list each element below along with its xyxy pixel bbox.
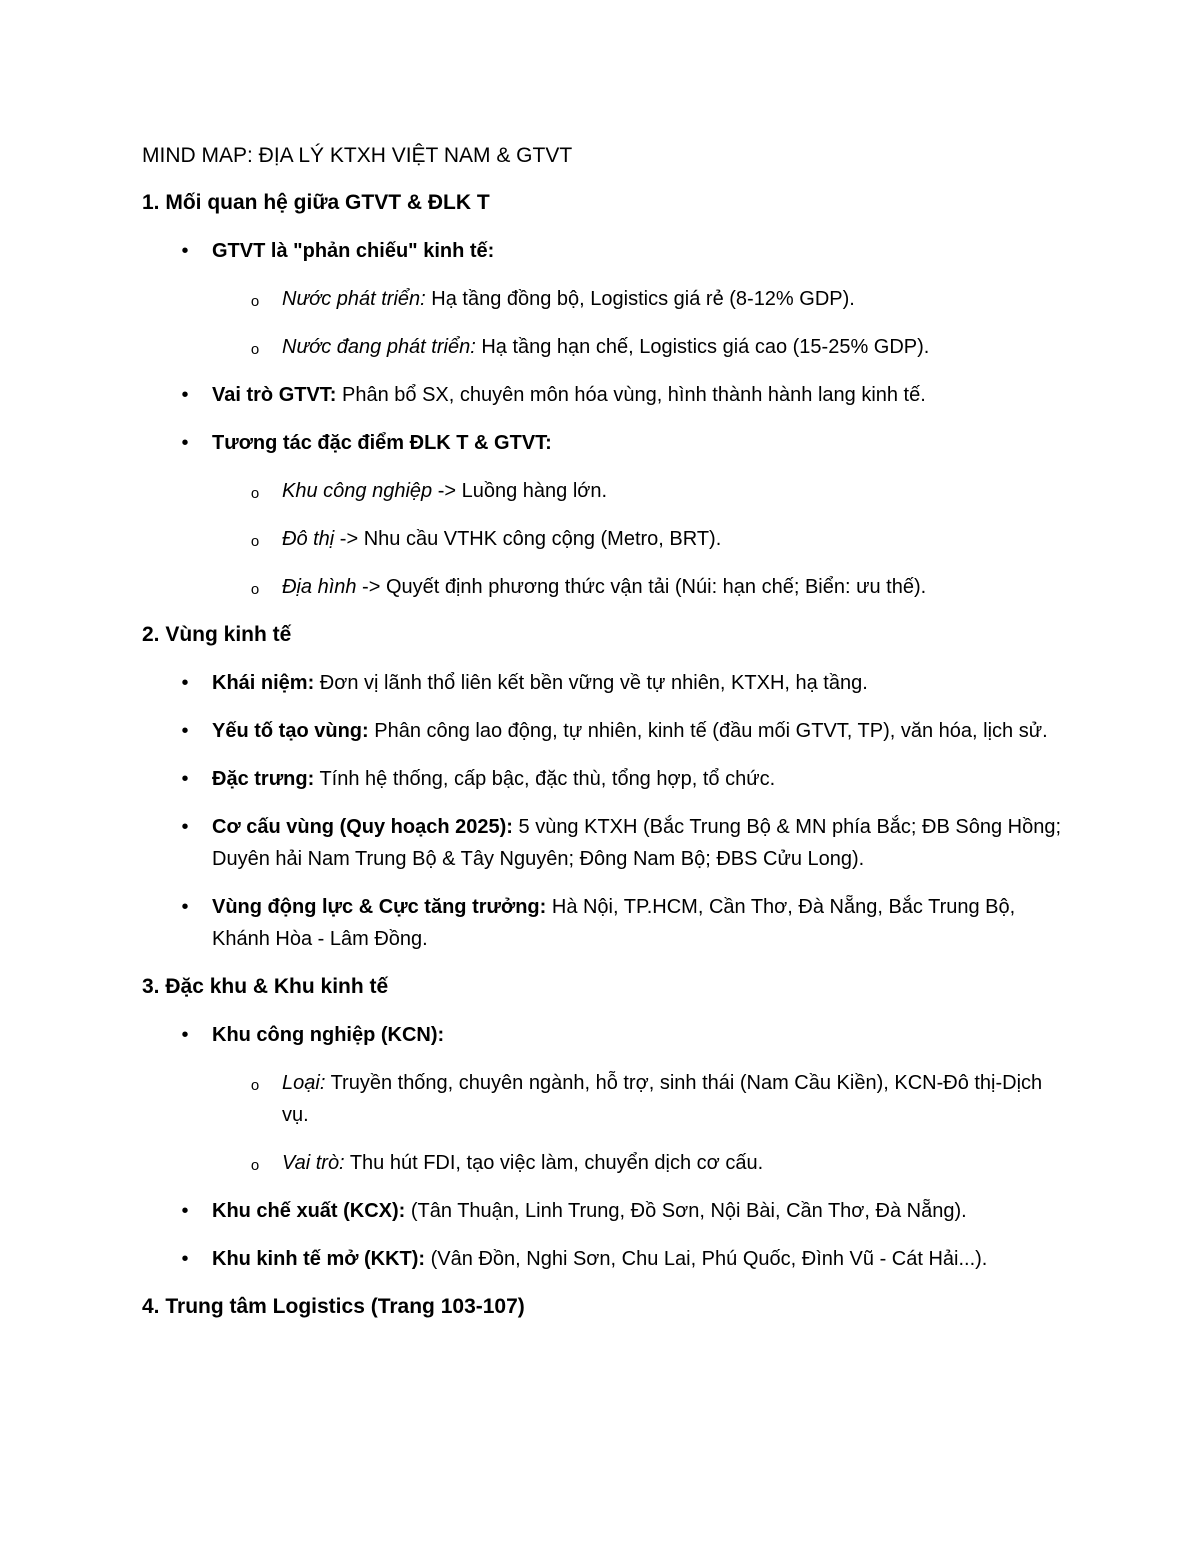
list-item: [142, 379, 1062, 411]
bullet-icon: •: [181, 240, 189, 262]
item-emphasis: Nước đang phát triển:: [282, 336, 476, 358]
item-text: Phân bổ SX, chuyên môn hóa vùng, hình thành hành lang kinh tế.: [336, 384, 926, 406]
bullet-icon: •: [181, 384, 189, 406]
list-item: [142, 811, 1062, 875]
sub-list-item: [212, 331, 1062, 363]
sub-list: [212, 283, 1062, 363]
item-text: -> Quyết định phương thức vận tải (Núi: hạn chế; Biển: ưu thế).: [356, 576, 927, 598]
item-emphasis: Nước phát triển:: [282, 288, 426, 310]
section-3-list: [142, 1019, 1062, 1275]
bullet-icon: •: [181, 672, 189, 694]
bullet-icon: •: [181, 1200, 189, 1222]
item-label: Đặc trưng:: [212, 768, 315, 790]
item-label: GTVT là "phản chiếu" kinh tế:: [212, 240, 495, 262]
sub-list: [212, 1067, 1062, 1179]
list-item: [142, 1243, 1062, 1275]
item-label: Tương tác đặc điểm ĐLK T & GTVT:: [212, 432, 552, 454]
item-text: Hà Nội, TP.HCM, Cần Thơ, Đà Nẵng, Bắc Trung Bộ, Khánh Hòa - Lâm Đồng.: [212, 896, 1016, 950]
item-text: Hạ tầng hạn chế, Logistics giá cao (15-25% GDP).: [475, 336, 930, 358]
item-emphasis: Khu công nghiệp: [282, 480, 433, 502]
item-text: (Vân Đồn, Nghi Sơn, Chu Lai, Phú Quốc, Đình Vũ - Cát Hải...).: [425, 1248, 988, 1270]
item-text: Tính hệ thống, cấp bậc, đặc thù, tổng hợp, tổ chức.: [314, 768, 776, 790]
sub-list: [212, 475, 1062, 603]
sub-list-item: [212, 475, 1062, 507]
item-text: (Tân Thuận, Linh Trung, Đồ Sơn, Nội Bài, Cần Thơ, Đà Nẵng).: [405, 1200, 967, 1222]
list-item: [142, 235, 1062, 363]
item-label: Khái niệm:: [212, 672, 315, 694]
sub-bullet-icon: o: [250, 341, 260, 358]
item-label: Cơ cấu vùng (Quy hoạch 2025):: [212, 816, 513, 838]
item-emphasis: Đô thị: [282, 528, 335, 550]
section-heading-2: 2. Vùng kinh tế: [142, 623, 292, 646]
bullet-icon: •: [181, 816, 189, 838]
bullet-icon: •: [181, 432, 189, 454]
sub-list-item: [212, 571, 1062, 603]
item-label: Vai trò GTVT:: [212, 384, 337, 406]
item-label: Yếu tố tạo vùng:: [212, 720, 369, 742]
item-text: 5 vùng KTXH (Bắc Trung Bộ & MN phía Bắc; ĐB Sông Hồng; Duyên hải Nam Trung Bộ & Tây Nguyên; Đông Nam Bộ; ĐBS Cửu Long).: [212, 816, 1061, 870]
item-text: Phân công lao động, tự nhiên, kinh tế (đầu mối GTVT, TP), văn hóa, lịch sử.: [368, 720, 1048, 742]
section-heading-1: 1. Mối quan hệ giữa GTVT & ĐLK T: [142, 191, 490, 214]
section-1-list: [142, 235, 1062, 603]
item-emphasis: Loại:: [282, 1072, 326, 1094]
item-emphasis: Địa hình: [282, 576, 357, 598]
sub-list-item: [212, 523, 1062, 555]
list-item: [142, 763, 1062, 795]
document-body: [142, 140, 1062, 1339]
bullet-icon: •: [181, 768, 189, 790]
item-label: Vùng động lực & Cực tăng trưởng:: [212, 896, 547, 918]
list-item: [142, 715, 1062, 747]
bullet-icon: •: [181, 1248, 189, 1270]
section-heading-3: 3. Đặc khu & Khu kinh tế: [142, 975, 389, 998]
sub-bullet-icon: o: [250, 1157, 260, 1174]
item-text: Thu hút FDI, tạo việc làm, chuyển dịch cơ cấu.: [344, 1152, 764, 1174]
document-title: MIND MAP: ĐỊA LÝ KTXH VIỆT NAM & GTVT: [142, 144, 573, 167]
item-text: -> Nhu cầu VTHK công cộng (Metro, BRT).: [334, 528, 722, 550]
list-item: [142, 1019, 1062, 1179]
sub-bullet-icon: o: [250, 485, 260, 502]
section-2-list: [142, 667, 1062, 955]
list-item: [142, 1195, 1062, 1227]
list-item: [142, 427, 1062, 603]
list-item: [142, 667, 1062, 699]
item-emphasis: Vai trò:: [282, 1152, 345, 1174]
bullet-icon: •: [181, 896, 189, 918]
item-text: Đơn vị lãnh thổ liên kết bền vững về tự nhiên, KTXH, hạ tầng.: [314, 672, 868, 694]
sub-bullet-icon: o: [250, 1077, 260, 1094]
item-label: Khu chế xuất (KCX):: [212, 1200, 406, 1222]
bullet-icon: •: [181, 720, 189, 742]
sub-list-item: [212, 1067, 1062, 1131]
sub-bullet-icon: o: [250, 533, 260, 550]
sub-list-item: [212, 283, 1062, 315]
item-text: -> Luồng hàng lớn.: [432, 480, 608, 502]
item-text: Hạ tầng đồng bộ, Logistics giá rẻ (8-12% GDP).: [425, 288, 855, 310]
bullet-icon: •: [181, 1024, 189, 1046]
sub-list-item: [212, 1147, 1062, 1179]
item-text: Truyền thống, chuyên ngành, hỗ trợ, sinh thái (Nam Cầu Kiền), KCN-Đô thị-Dịch vụ.: [282, 1072, 1043, 1126]
item-label: Khu kinh tế mở (KKT):: [212, 1248, 426, 1270]
section-heading-4: 4. Trung tâm Logistics (Trang 103-107): [142, 1295, 525, 1318]
sub-bullet-icon: o: [250, 293, 260, 310]
item-label: Khu công nghiệp (KCN):: [212, 1024, 445, 1046]
list-item: [142, 891, 1062, 955]
sub-bullet-icon: o: [250, 581, 260, 598]
